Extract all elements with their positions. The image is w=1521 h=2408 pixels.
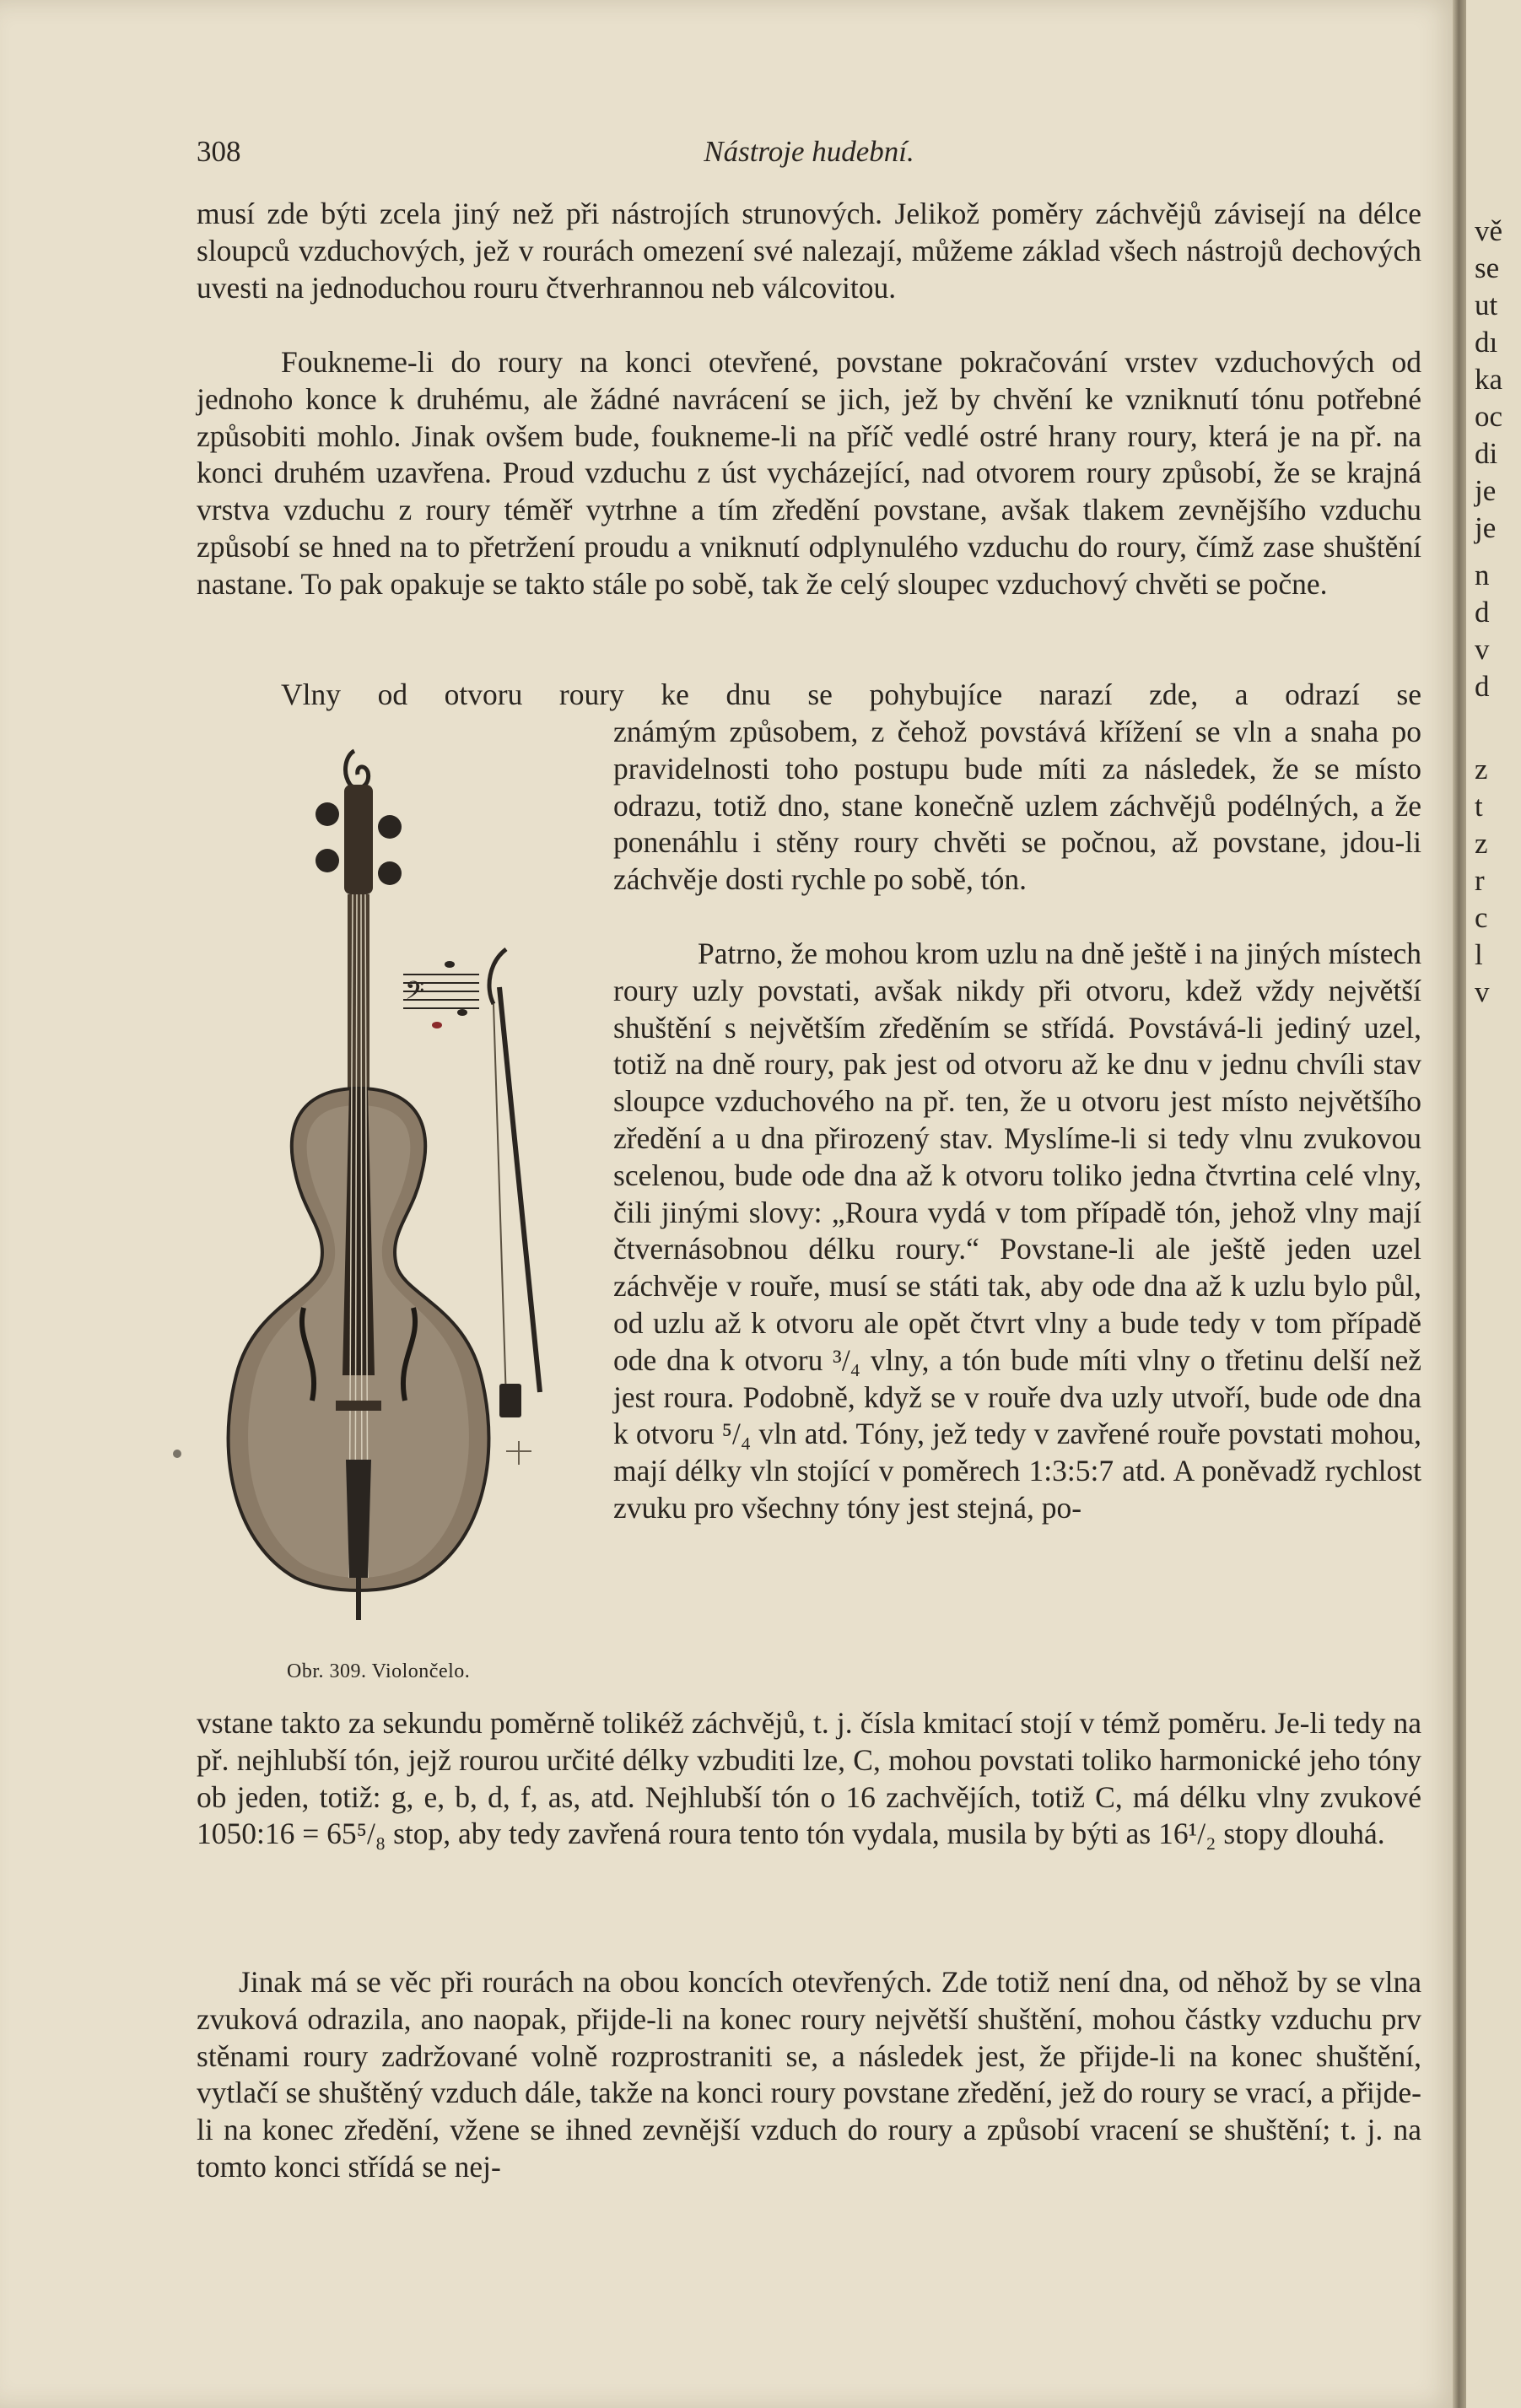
next-page-fragment: c <box>1475 901 1488 934</box>
paragraph-2: Foukneme-li do roury na konci otevřené, povstane pokračování vrstev vzduchových od jednoho konce k druhému, ale žádné navrácení se jich, jež by chvění ke vzniknutí tónu potřebné způsobiti mohlo. Jinak ovšem bude, foukneme-li na příč vedlé ostré hrany roury, která je na př. na konci druhém uzavřena. Proud vzduchu z úst vycházející, nad otvorem roury způsobí, že se krajná vrstva vzduchu z roury téměř vytrhne a tím zředění povstane, avšak tlakem zevnějšího vzduchu způsobí se hned na to přetržení proudu a vniknutí odplynulého vzduchu do roury, čímž zase shuštění nastane. To pak opakuje se takto stále po sobě, tak že celý sloupec vzduchový chvěti se počne. <box>197 345 1421 601</box>
paragraph-4-column: Patrno, že mohou krom uzlu na dně ještě i na jiných místech roury uzly povstati, avšak nikdy při otvoru, kdež vždy největší shuštění s největším zředěním se střídá. Povstává-li jediný uzel, totiž na dně roury, pak jest od otvoru až ke dnu v jednu chvíli stav sloupce vzduchového na př. ten, že u otvoru jest místo největšího zředění a u dna přirozený stav. Myslíme-li si tedy vlnu zvukovou scelenou, bude ode dna až k otvoru toliko jedna čtvrtina celé vlny, čili jinými slovy: „Roura vydá v tom případě tón, jehož vlny mají čtvernásobnou délku roury.“ Povstane-li ale ještě jeden uzel záchvěje v rouře, musí se státi tak, aby ode dna až k uzlu bylo půl, od uzlu až k otvoru ale opět čtvrt vlny a bude tedy v tom případě ode dna k otvoru ³/₄ vlny, a tón bude míti vlny o třetinu delší než jest roura. Podobně, když se v rouře dva uzly utvoří, bude ode dna k otvoru ⁵/₄ vln atd. Tóny, jež tedy v zavřené rouře povstati mohou, mají délky vln stojící v poměrech 1:3:5:7 atd. A poněvadž rychlost zvuku pro všechny tóny jest stejná, po- <box>613 937 1421 1525</box>
page-dot <box>173 1450 181 1458</box>
paragraph-5: Jinak má se věc při rourách na obou koncích otevřených. Zde totiž není dna, od něhož by se vlna zvuková odrazila, ano naopak, přijde-li na konec roury největší shuštění, mohou částky vzduchu prv stěnami roury zadržované volně rozprostraniti se, a následek jest, že přijde-li na konec shuštění, vytlačí se shuštěný vzduch dále, takže na konci roury povstane zředění, jež do roury se vrací, a přijde-li na konec zředění, vžene se ihned zevnější vzduch do roury a způsobí vracení se shuštění; t. j. na tomto konci střídá se nej- <box>197 1965 1421 2184</box>
next-page-fragment: d <box>1475 596 1490 629</box>
paragraph-4-full: vstane takto za sekundu poměrně tolikéž záchvějů, t. j. čísla kmitací stojí v témž poměru. Je-li tedy na př. nejhlubší tón, jejž rourou určité délky vzbuditi lze, C, mohou povstati toliko harmonické jeho tóny ob jeden, totiž: g, e, b, d, f, as, atd. Nejhlubší tón o 16 zachvějích, totiž C, má délku vlny zvukové 1050:16 = 65⁵/₈ stop, aby tedy zavřená roura tento tón vydala, musila by býti as 16¹/₂ stopy dlouhá. <box>197 1706 1421 1851</box>
next-page-fragment: v <box>1475 975 1490 1008</box>
next-page-fragment: ut <box>1475 289 1498 321</box>
running-title: Nástroje hudební. <box>704 135 914 168</box>
next-page-fragment: dı <box>1475 326 1498 359</box>
next-page-fragment: l <box>1475 938 1483 971</box>
cello-illustration <box>202 734 599 1671</box>
next-page-fragment: d <box>1475 670 1490 703</box>
svg-text:𝄢: 𝄢 <box>405 977 425 1012</box>
next-page-fragment: z <box>1475 827 1488 860</box>
paragraph-1: musí zde býti zcela jiný než při nástrojích strunových. Jelikož poměry záchvějů závisejí na délce sloupců vzduchových, jež v rourách omezení své nalezají, můžeme základ všech nástrojů dechových uvesti na jednoduchou rouru čtverhrannou neb válcovitou. <box>197 197 1421 305</box>
next-page-fragment: vě <box>1475 214 1503 247</box>
book-gutter <box>1453 0 1466 2408</box>
page-number: 308 <box>197 135 241 168</box>
paragraph-3-column: známým způsobem, z čehož povstává křížení se vln a snaha po pravidelnosti toho postupu bude míti za následek, že se místo odrazu, totiž dno, stane konečně uzlem záchvějů podélných, a že ponenáhlu i stěny roury chvěti se počnou, až povstane, jdou-li záchvěje dosti rychle po sobě, tón. <box>613 715 1421 897</box>
next-page-fragment: ka <box>1475 363 1503 396</box>
next-page-fragment: di <box>1475 437 1498 470</box>
staff-notation <box>403 961 479 1029</box>
paragraph-3-lead: Vlny od otvoru roury ke dnu se pohybujíce narazí zde, a odrazí se <box>281 678 1421 711</box>
next-page-fragment: oc <box>1475 400 1503 433</box>
page-header <box>197 135 1421 174</box>
next-page-fragment: t <box>1475 790 1483 823</box>
next-page-fragment: r <box>1475 864 1485 897</box>
next-page-fragment: n <box>1475 559 1490 591</box>
cello-figure <box>202 734 599 1679</box>
next-page-fragment: se <box>1475 251 1500 284</box>
next-page-edge <box>1466 0 1521 2408</box>
next-page-fragment: je <box>1475 511 1497 544</box>
next-page-fragment: je <box>1475 474 1497 507</box>
next-page-fragment: z <box>1475 753 1488 786</box>
next-page-fragment: v <box>1475 633 1490 666</box>
figure-caption: Obr. 309. Violončelo. <box>287 1660 471 1682</box>
